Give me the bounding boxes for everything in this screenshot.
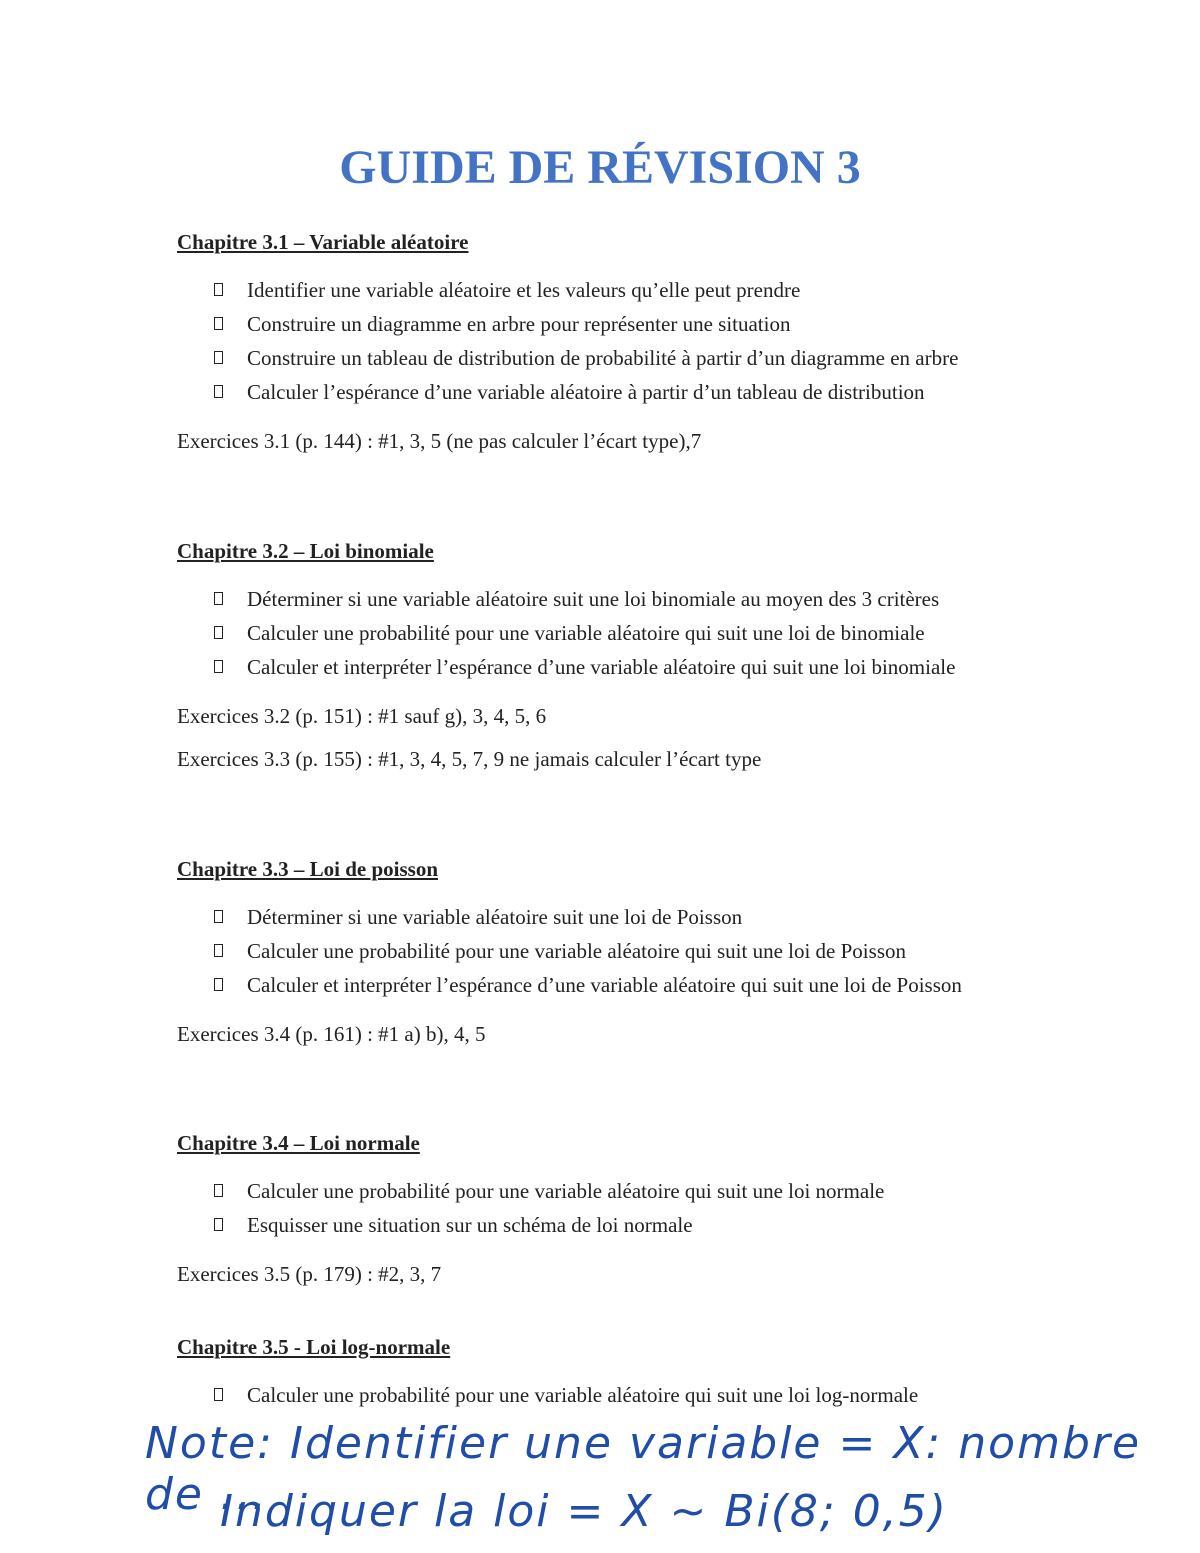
checkbox-icon (214, 910, 223, 923)
list-item-text: Déterminer si une variable aléatoire suit une loi de Poisson (247, 905, 743, 929)
list-item-text: Calculer une probabilité pour une variable aléatoire qui suit une loi de binomiale (247, 621, 925, 645)
section-chapter-3-5 (177, 1333, 1023, 1412)
list-item-text: Calculer et interpréter l’espérance d’une variable aléatoire qui suit une loi binomiale (247, 655, 956, 679)
objective-list (177, 1378, 1023, 1412)
checkbox-icon (214, 978, 223, 991)
list-item-text: Calculer une probabilité pour une variable aléatoire qui suit une loi de Poisson (247, 939, 906, 963)
chapter-heading: Chapitre 3.3 – Loi de poisson (177, 857, 438, 881)
chapter-heading: Chapitre 3.1 – Variable aléatoire (177, 230, 469, 254)
list-item (177, 968, 1023, 1002)
handwritten-note-line: Indiquer la loi = X ~ Bi(8; 0,5) (220, 1486, 948, 1537)
exercise-line: Exercices 3.1 (p. 144) : #1, 3, 5 (ne pas calculer l’écart type),7 (177, 429, 702, 453)
list-item (177, 1174, 1023, 1208)
checkbox-icon (214, 660, 223, 673)
chapter-heading: Chapitre 3.2 – Loi binomiale (177, 539, 434, 563)
checkbox-icon (214, 626, 223, 639)
section-chapter-3-4 (177, 1129, 1023, 1288)
list-item (177, 616, 1023, 650)
checkbox-icon (214, 944, 223, 957)
list-item (177, 1208, 1023, 1242)
exercise-line: Exercices 3.4 (p. 161) : #1 a) b), 4, 5 (177, 1022, 486, 1046)
checkbox-icon (214, 283, 223, 296)
list-item-text: Calculer et interpréter l’espérance d’une variable aléatoire qui suit une loi de Poisson (247, 973, 962, 997)
objective-list (177, 582, 1023, 684)
list-item (177, 934, 1023, 968)
list-item-text: Esquisser une situation sur un schéma de loi normale (247, 1213, 693, 1237)
page-title: GUIDE DE RÉVISION 3 (339, 141, 861, 194)
handwritten-note-line: Note: Identifier une variable = X: nombre de ... (145, 1418, 1142, 1520)
list-item-text: Calculer l’espérance d’une variable aléatoire à partir d’un tableau de distribution (247, 380, 925, 404)
list-item-text: Déterminer si une variable aléatoire suit une loi binomiale au moyen des 3 critères (247, 587, 940, 611)
list-item (177, 375, 1023, 409)
chapter-heading: Chapitre 3.5 - Loi log-normale (177, 1335, 451, 1359)
section-chapter-3-3 (177, 855, 1023, 1048)
objective-list (177, 273, 1023, 409)
exercise-line: Exercices 3.3 (p. 155) : #1, 3, 4, 5, 7, 9 ne jamais calculer l’écart type (177, 747, 762, 771)
checkbox-icon (214, 1218, 223, 1231)
checkbox-icon (214, 351, 223, 364)
checkbox-icon (214, 385, 223, 398)
chapter-heading: Chapitre 3.4 – Loi normale (177, 1131, 420, 1155)
list-item-text: Construire un diagramme en arbre pour représenter une situation (247, 312, 791, 336)
list-item (177, 341, 1023, 375)
list-item-text: Calculer une probabilité pour une variable aléatoire qui suit une loi log-normale (247, 1383, 919, 1407)
list-item (177, 650, 1023, 684)
list-item (177, 307, 1023, 341)
list-item (177, 1378, 1023, 1412)
section-chapter-3-2 (177, 537, 1023, 773)
objective-list (177, 1174, 1023, 1242)
checkbox-icon (214, 1184, 223, 1197)
checkbox-icon (214, 317, 223, 330)
exercise-line: Exercices 3.5 (p. 179) : #2, 3, 7 (177, 1262, 442, 1286)
section-chapter-3-1 (177, 228, 1023, 455)
checkbox-icon (214, 1388, 223, 1401)
list-item-text: Construire un tableau de distribution de probabilité à partir d’un diagramme en arbre (247, 346, 959, 370)
list-item (177, 273, 1023, 307)
exercise-line: Exercices 3.2 (p. 151) : #1 sauf g), 3, 4, 5, 6 (177, 704, 547, 728)
checkbox-icon (214, 592, 223, 605)
list-item (177, 582, 1023, 616)
list-item-text: Calculer une probabilité pour une variable aléatoire qui suit une loi normale (247, 1179, 885, 1203)
list-item (177, 900, 1023, 934)
list-item-text: Identifier une variable aléatoire et les valeurs qu’elle peut prendre (247, 278, 801, 302)
objective-list (177, 900, 1023, 1002)
